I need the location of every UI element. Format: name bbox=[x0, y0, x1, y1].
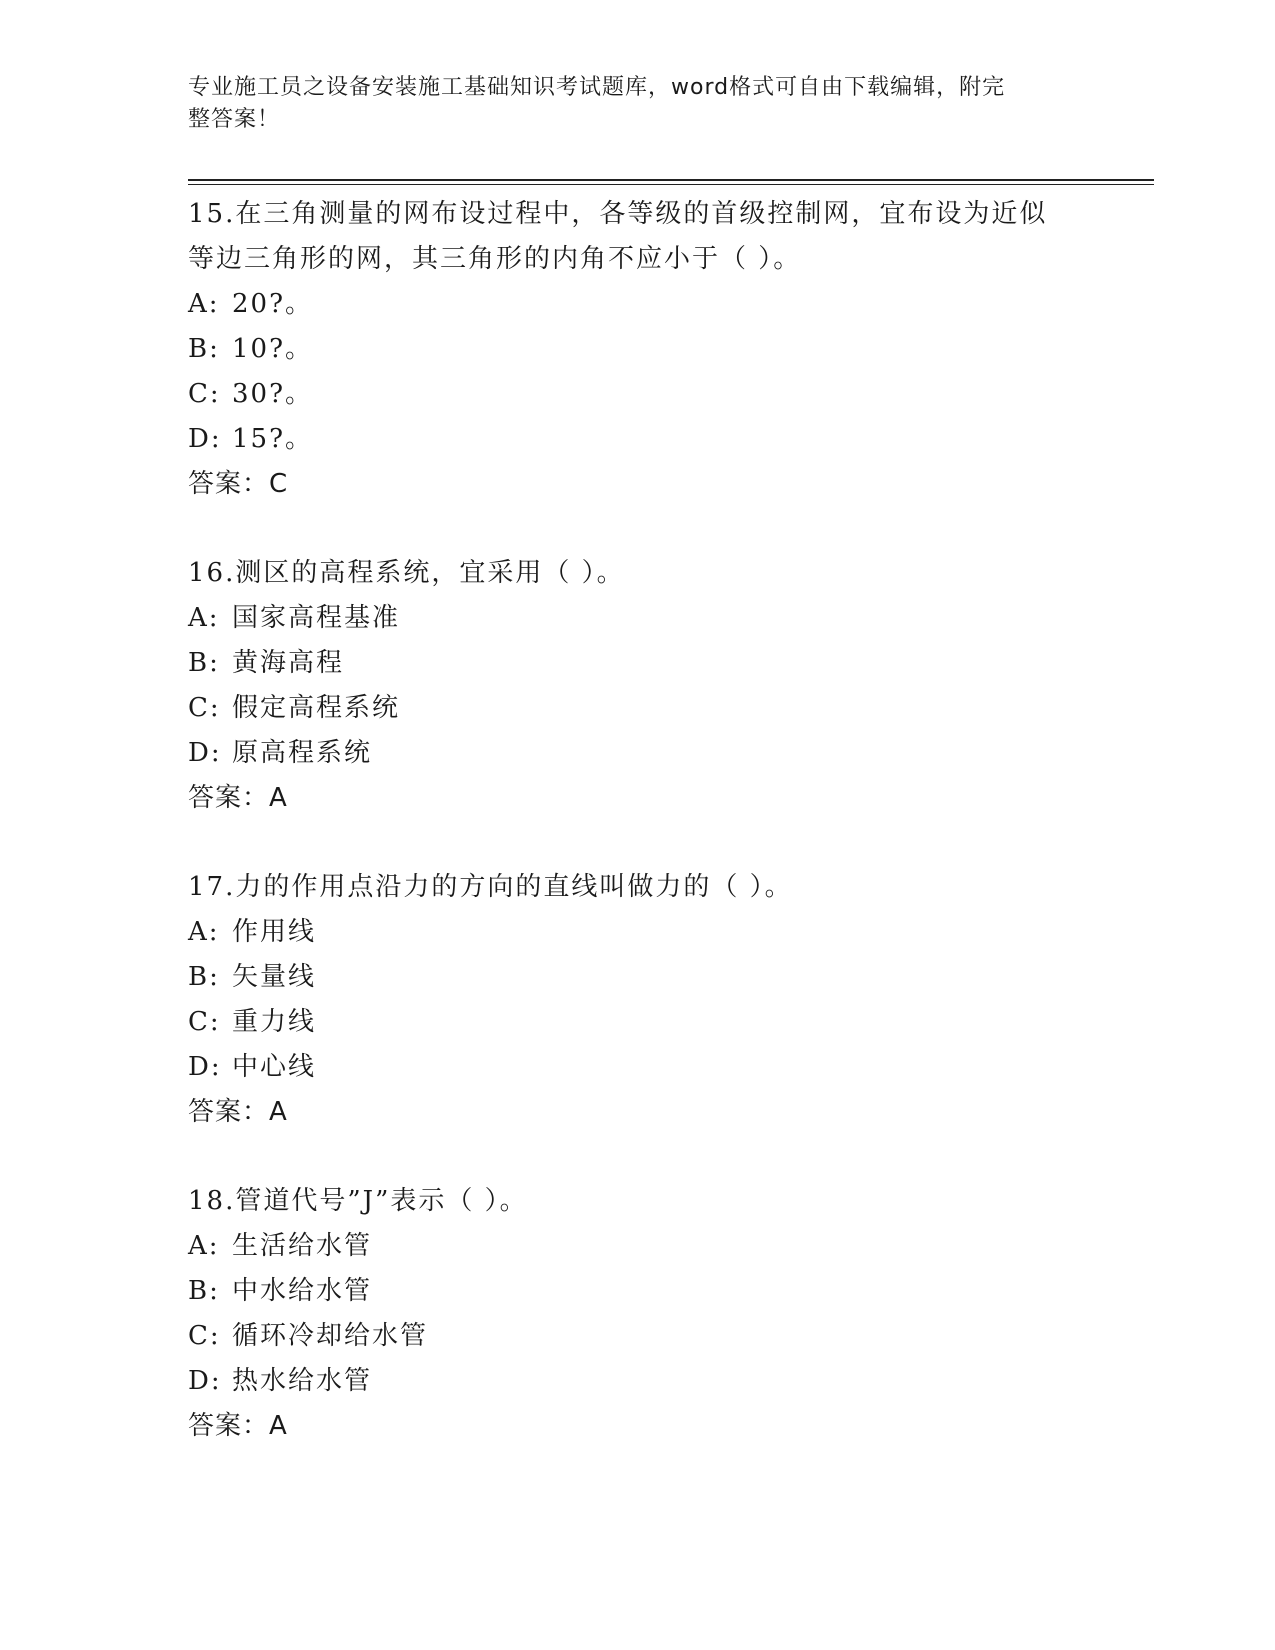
option-text: 假定高程系统 bbox=[232, 693, 401, 723]
option-label: A: bbox=[188, 603, 220, 633]
option-text: 20?。 bbox=[232, 289, 314, 319]
option-a bbox=[188, 596, 1088, 641]
option-d bbox=[188, 731, 1088, 776]
answer-line: 答案：A bbox=[188, 1411, 288, 1441]
option-label: C: bbox=[188, 693, 221, 723]
answer-line: 答案：A bbox=[188, 1097, 288, 1127]
option-label: C: bbox=[188, 1321, 221, 1351]
header-divider-thick bbox=[188, 179, 1154, 181]
option-text: 30?。 bbox=[232, 379, 314, 409]
question-15 bbox=[188, 192, 1088, 507]
header-line-2: 整答案！ bbox=[188, 107, 281, 132]
option-label: D: bbox=[188, 1366, 222, 1396]
option-text: 15?。 bbox=[232, 424, 314, 454]
option-c bbox=[188, 1000, 1088, 1045]
option-label: A: bbox=[188, 1231, 220, 1261]
option-text: 10?。 bbox=[232, 334, 314, 364]
question-list bbox=[188, 192, 1088, 1449]
option-label: B: bbox=[188, 1276, 220, 1306]
option-label: B: bbox=[188, 334, 220, 364]
option-a bbox=[188, 1224, 1088, 1269]
answer-line: 答案：C bbox=[188, 469, 289, 499]
question-16 bbox=[188, 551, 1088, 821]
question-stem: 18.管道代号”J”表示（ ）。 bbox=[188, 1186, 528, 1216]
option-label: C: bbox=[188, 379, 221, 409]
header-line-1: 专业施工员之设备安装施工基础知识考试题库，word格式可自由下载编辑，附完 bbox=[188, 75, 1006, 100]
option-c bbox=[188, 372, 1088, 417]
option-label: D: bbox=[188, 1052, 222, 1082]
option-a bbox=[188, 910, 1088, 955]
option-text: 矢量线 bbox=[232, 962, 317, 992]
question-stem: 17.力的作用点沿力的方向的直线叫做力的（ ）。 bbox=[188, 872, 793, 902]
option-label: D: bbox=[188, 738, 222, 768]
question-17 bbox=[188, 865, 1088, 1135]
option-text: 中水给水管 bbox=[232, 1276, 373, 1306]
option-label: A: bbox=[188, 289, 220, 319]
option-text: 生活给水管 bbox=[232, 1231, 373, 1261]
option-text: 热水给水管 bbox=[232, 1366, 373, 1396]
option-b bbox=[188, 327, 1088, 372]
document-header bbox=[188, 72, 1068, 136]
option-label: D: bbox=[188, 424, 222, 454]
header-divider-thin bbox=[188, 184, 1154, 185]
option-label: A: bbox=[188, 917, 220, 947]
question-stem: 16.测区的高程系统，宜采用（ ）。 bbox=[188, 558, 625, 588]
option-text: 中心线 bbox=[232, 1052, 317, 1082]
question-stem-continued: 等边三角形的网，其三角形的内角不应小于（ ）。 bbox=[188, 244, 802, 274]
question-18 bbox=[188, 1179, 1088, 1449]
option-label: B: bbox=[188, 962, 220, 992]
option-label: B: bbox=[188, 648, 220, 678]
option-d bbox=[188, 1045, 1088, 1090]
option-text: 作用线 bbox=[232, 917, 317, 947]
option-text: 重力线 bbox=[232, 1007, 317, 1037]
option-text: 原高程系统 bbox=[232, 738, 373, 768]
option-label: C: bbox=[188, 1007, 221, 1037]
option-text: 国家高程基准 bbox=[232, 603, 401, 633]
answer-line: 答案：A bbox=[188, 783, 288, 813]
option-text: 黄海高程 bbox=[232, 648, 345, 678]
option-a bbox=[188, 282, 1088, 327]
option-b bbox=[188, 1269, 1088, 1314]
option-b bbox=[188, 641, 1088, 686]
option-c bbox=[188, 1314, 1088, 1359]
question-stem: 15.在三角测量的网布设过程中，各等级的首级控制网，宜布设为近似 bbox=[188, 199, 1048, 229]
option-d bbox=[188, 1359, 1088, 1404]
option-c bbox=[188, 686, 1088, 731]
option-d bbox=[188, 417, 1088, 462]
option-b bbox=[188, 955, 1088, 1000]
option-text: 循环冷却给水管 bbox=[232, 1321, 429, 1351]
